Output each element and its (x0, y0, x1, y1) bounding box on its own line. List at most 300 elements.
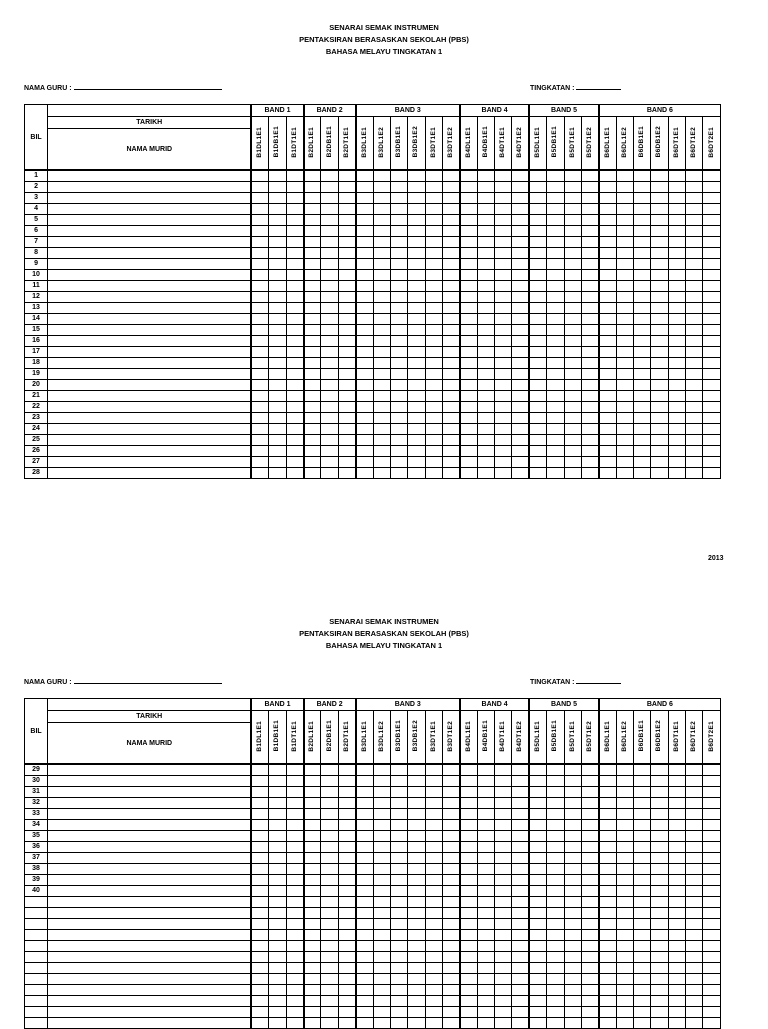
check-cell[interactable] (599, 457, 616, 468)
check-cell[interactable] (442, 820, 459, 831)
check-cell[interactable] (668, 776, 685, 787)
check-cell[interactable] (599, 820, 616, 831)
check-cell[interactable] (581, 325, 598, 336)
check-cell[interactable] (703, 281, 721, 292)
check-cell[interactable] (547, 237, 564, 248)
check-cell[interactable] (460, 798, 477, 809)
check-cell[interactable] (460, 897, 477, 908)
check-cell[interactable] (529, 941, 546, 952)
check-cell[interactable] (564, 985, 581, 996)
check-cell[interactable] (425, 985, 442, 996)
check-cell[interactable] (633, 347, 650, 358)
check-cell[interactable] (442, 336, 459, 347)
check-cell[interactable] (390, 787, 407, 798)
check-cell[interactable] (356, 1018, 373, 1029)
check-cell[interactable] (425, 764, 442, 776)
check-cell[interactable] (338, 831, 355, 842)
check-cell[interactable] (338, 446, 355, 457)
check-cell[interactable] (703, 215, 721, 226)
check-cell[interactable] (269, 820, 286, 831)
check-cell[interactable] (529, 985, 546, 996)
check-cell[interactable] (390, 281, 407, 292)
check-cell[interactable] (703, 347, 721, 358)
check-cell[interactable] (408, 886, 425, 897)
check-cell[interactable] (269, 996, 286, 1007)
check-cell[interactable] (321, 446, 338, 457)
check-cell[interactable] (686, 314, 703, 325)
check-cell[interactable] (668, 941, 685, 952)
check-cell[interactable] (633, 974, 650, 985)
check-cell[interactable] (251, 809, 268, 820)
check-cell[interactable] (633, 391, 650, 402)
check-cell[interactable] (495, 820, 512, 831)
check-cell[interactable] (356, 908, 373, 919)
check-cell[interactable] (460, 468, 477, 479)
check-cell[interactable] (304, 809, 321, 820)
check-cell[interactable] (651, 215, 668, 226)
check-cell[interactable] (651, 391, 668, 402)
check-cell[interactable] (304, 336, 321, 347)
check-cell[interactable] (304, 996, 321, 1007)
check-cell[interactable] (442, 831, 459, 842)
check-cell[interactable] (408, 457, 425, 468)
check-cell[interactable] (599, 1018, 616, 1029)
check-cell[interactable] (442, 1018, 459, 1029)
check-cell[interactable] (564, 963, 581, 974)
check-cell[interactable] (512, 182, 529, 193)
check-cell[interactable] (425, 864, 442, 875)
check-cell[interactable] (564, 347, 581, 358)
check-cell[interactable] (251, 952, 268, 963)
check-cell[interactable] (668, 391, 685, 402)
check-cell[interactable] (495, 325, 512, 336)
check-cell[interactable] (338, 270, 355, 281)
check-cell[interactable] (651, 820, 668, 831)
check-cell[interactable] (651, 963, 668, 974)
check-cell[interactable] (251, 270, 268, 281)
check-cell[interactable] (686, 292, 703, 303)
check-cell[interactable] (408, 380, 425, 391)
check-cell[interactable] (338, 952, 355, 963)
check-cell[interactable] (251, 974, 268, 985)
check-cell[interactable] (442, 1007, 459, 1018)
check-cell[interactable] (512, 303, 529, 314)
check-cell[interactable] (686, 776, 703, 787)
check-cell[interactable] (477, 1018, 494, 1029)
check-cell[interactable] (425, 941, 442, 952)
check-cell[interactable] (547, 358, 564, 369)
check-cell[interactable] (408, 875, 425, 886)
check-cell[interactable] (495, 853, 512, 864)
student-name-cell[interactable] (48, 831, 252, 842)
check-cell[interactable] (564, 259, 581, 270)
check-cell[interactable] (338, 314, 355, 325)
check-cell[interactable] (338, 908, 355, 919)
check-cell[interactable] (321, 798, 338, 809)
check-cell[interactable] (564, 446, 581, 457)
check-cell[interactable] (442, 996, 459, 1007)
check-cell[interactable] (581, 963, 598, 974)
check-cell[interactable] (251, 996, 268, 1007)
check-cell[interactable] (304, 776, 321, 787)
check-cell[interactable] (581, 875, 598, 886)
check-cell[interactable] (442, 776, 459, 787)
check-cell[interactable] (495, 952, 512, 963)
check-cell[interactable] (581, 292, 598, 303)
check-cell[interactable] (373, 170, 390, 182)
check-cell[interactable] (425, 237, 442, 248)
check-cell[interactable] (495, 842, 512, 853)
check-cell[interactable] (512, 985, 529, 996)
check-cell[interactable] (529, 875, 546, 886)
check-cell[interactable] (651, 182, 668, 193)
check-cell[interactable] (633, 248, 650, 259)
check-cell[interactable] (599, 402, 616, 413)
check-cell[interactable] (321, 248, 338, 259)
check-cell[interactable] (373, 468, 390, 479)
student-name-cell[interactable] (48, 204, 252, 215)
check-cell[interactable] (251, 215, 268, 226)
check-cell[interactable] (668, 380, 685, 391)
check-cell[interactable] (651, 919, 668, 930)
check-cell[interactable] (269, 1007, 286, 1018)
student-name-cell[interactable] (48, 413, 252, 424)
check-cell[interactable] (251, 764, 268, 776)
check-cell[interactable] (338, 764, 355, 776)
check-cell[interactable] (547, 226, 564, 237)
check-cell[interactable] (581, 314, 598, 325)
check-cell[interactable] (668, 930, 685, 941)
check-cell[interactable] (616, 182, 633, 193)
check-cell[interactable] (338, 325, 355, 336)
check-cell[interactable] (564, 974, 581, 985)
check-cell[interactable] (529, 182, 546, 193)
student-name-cell[interactable] (48, 248, 252, 259)
check-cell[interactable] (442, 875, 459, 886)
check-cell[interactable] (529, 424, 546, 435)
check-cell[interactable] (390, 457, 407, 468)
check-cell[interactable] (338, 842, 355, 853)
check-cell[interactable] (373, 1018, 390, 1029)
check-cell[interactable] (581, 391, 598, 402)
check-cell[interactable] (442, 985, 459, 996)
check-cell[interactable] (460, 270, 477, 281)
check-cell[interactable] (338, 787, 355, 798)
check-cell[interactable] (703, 380, 721, 391)
check-cell[interactable] (668, 435, 685, 446)
check-cell[interactable] (495, 424, 512, 435)
check-cell[interactable] (564, 358, 581, 369)
check-cell[interactable] (390, 248, 407, 259)
check-cell[interactable] (686, 952, 703, 963)
check-cell[interactable] (547, 424, 564, 435)
check-cell[interactable] (477, 314, 494, 325)
check-cell[interactable] (668, 358, 685, 369)
check-cell[interactable] (321, 358, 338, 369)
check-cell[interactable] (460, 347, 477, 358)
check-cell[interactable] (338, 292, 355, 303)
check-cell[interactable] (547, 985, 564, 996)
check-cell[interactable] (338, 281, 355, 292)
check-cell[interactable] (581, 358, 598, 369)
check-cell[interactable] (581, 248, 598, 259)
check-cell[interactable] (512, 930, 529, 941)
check-cell[interactable] (304, 842, 321, 853)
check-cell[interactable] (477, 435, 494, 446)
check-cell[interactable] (547, 798, 564, 809)
check-cell[interactable] (390, 908, 407, 919)
check-cell[interactable] (477, 963, 494, 974)
check-cell[interactable] (269, 182, 286, 193)
check-cell[interactable] (651, 952, 668, 963)
check-cell[interactable] (564, 325, 581, 336)
check-cell[interactable] (512, 908, 529, 919)
check-cell[interactable] (442, 182, 459, 193)
check-cell[interactable] (599, 314, 616, 325)
check-cell[interactable] (547, 842, 564, 853)
check-cell[interactable] (442, 270, 459, 281)
check-cell[interactable] (633, 292, 650, 303)
check-cell[interactable] (390, 435, 407, 446)
check-cell[interactable] (564, 919, 581, 930)
check-cell[interactable] (668, 787, 685, 798)
check-cell[interactable] (373, 325, 390, 336)
check-cell[interactable] (512, 402, 529, 413)
check-cell[interactable] (460, 259, 477, 270)
check-cell[interactable] (564, 820, 581, 831)
check-cell[interactable] (286, 215, 303, 226)
check-cell[interactable] (338, 864, 355, 875)
check-cell[interactable] (651, 842, 668, 853)
check-cell[interactable] (616, 809, 633, 820)
check-cell[interactable] (547, 270, 564, 281)
check-cell[interactable] (686, 446, 703, 457)
check-cell[interactable] (547, 776, 564, 787)
check-cell[interactable] (408, 919, 425, 930)
check-cell[interactable] (321, 468, 338, 479)
check-cell[interactable] (477, 468, 494, 479)
check-cell[interactable] (633, 435, 650, 446)
check-cell[interactable] (651, 424, 668, 435)
check-cell[interactable] (529, 820, 546, 831)
check-cell[interactable] (338, 369, 355, 380)
check-cell[interactable] (495, 215, 512, 226)
check-cell[interactable] (529, 435, 546, 446)
check-cell[interactable] (477, 798, 494, 809)
check-cell[interactable] (442, 930, 459, 941)
check-cell[interactable] (668, 270, 685, 281)
check-cell[interactable] (581, 380, 598, 391)
check-cell[interactable] (251, 798, 268, 809)
check-cell[interactable] (373, 413, 390, 424)
check-cell[interactable] (616, 193, 633, 204)
check-cell[interactable] (581, 402, 598, 413)
check-cell[interactable] (599, 413, 616, 424)
check-cell[interactable] (338, 457, 355, 468)
check-cell[interactable] (547, 193, 564, 204)
check-cell[interactable] (529, 952, 546, 963)
check-cell[interactable] (338, 204, 355, 215)
check-cell[interactable] (338, 996, 355, 1007)
check-cell[interactable] (547, 325, 564, 336)
check-cell[interactable] (425, 809, 442, 820)
check-cell[interactable] (599, 270, 616, 281)
check-cell[interactable] (442, 380, 459, 391)
check-cell[interactable] (390, 776, 407, 787)
check-cell[interactable] (304, 919, 321, 930)
check-cell[interactable] (477, 237, 494, 248)
check-cell[interactable] (529, 204, 546, 215)
check-cell[interactable] (529, 347, 546, 358)
check-cell[interactable] (512, 831, 529, 842)
check-cell[interactable] (304, 226, 321, 237)
check-cell[interactable] (616, 314, 633, 325)
check-cell[interactable] (564, 170, 581, 182)
check-cell[interactable] (251, 204, 268, 215)
check-cell[interactable] (686, 193, 703, 204)
check-cell[interactable] (269, 764, 286, 776)
check-cell[interactable] (581, 809, 598, 820)
check-cell[interactable] (338, 237, 355, 248)
check-cell[interactable] (408, 402, 425, 413)
check-cell[interactable] (547, 314, 564, 325)
check-cell[interactable] (286, 182, 303, 193)
check-cell[interactable] (321, 237, 338, 248)
student-name-cell[interactable] (48, 941, 252, 952)
check-cell[interactable] (338, 259, 355, 270)
check-cell[interactable] (304, 886, 321, 897)
check-cell[interactable] (581, 215, 598, 226)
check-cell[interactable] (390, 875, 407, 886)
check-cell[interactable] (425, 259, 442, 270)
check-cell[interactable] (251, 237, 268, 248)
student-name-cell[interactable] (48, 963, 252, 974)
check-cell[interactable] (477, 446, 494, 457)
check-cell[interactable] (668, 985, 685, 996)
check-cell[interactable] (373, 941, 390, 952)
check-cell[interactable] (251, 468, 268, 479)
check-cell[interactable] (529, 314, 546, 325)
check-cell[interactable] (321, 204, 338, 215)
check-cell[interactable] (408, 1018, 425, 1029)
student-name-cell[interactable] (48, 853, 252, 864)
check-cell[interactable] (269, 908, 286, 919)
check-cell[interactable] (286, 875, 303, 886)
check-cell[interactable] (599, 292, 616, 303)
check-cell[interactable] (408, 930, 425, 941)
check-cell[interactable] (477, 886, 494, 897)
check-cell[interactable] (668, 820, 685, 831)
check-cell[interactable] (321, 303, 338, 314)
check-cell[interactable] (373, 369, 390, 380)
check-cell[interactable] (356, 325, 373, 336)
check-cell[interactable] (321, 170, 338, 182)
check-cell[interactable] (581, 919, 598, 930)
check-cell[interactable] (304, 764, 321, 776)
check-cell[interactable] (460, 919, 477, 930)
check-cell[interactable] (356, 842, 373, 853)
check-cell[interactable] (390, 303, 407, 314)
check-cell[interactable] (599, 1007, 616, 1018)
check-cell[interactable] (321, 391, 338, 402)
check-cell[interactable] (651, 941, 668, 952)
check-cell[interactable] (651, 193, 668, 204)
check-cell[interactable] (251, 776, 268, 787)
check-cell[interactable] (408, 314, 425, 325)
check-cell[interactable] (304, 930, 321, 941)
check-cell[interactable] (442, 369, 459, 380)
check-cell[interactable] (495, 182, 512, 193)
check-cell[interactable] (286, 974, 303, 985)
check-cell[interactable] (686, 358, 703, 369)
check-cell[interactable] (547, 930, 564, 941)
check-cell[interactable] (581, 996, 598, 1007)
check-cell[interactable] (269, 325, 286, 336)
check-cell[interactable] (651, 259, 668, 270)
check-cell[interactable] (529, 259, 546, 270)
check-cell[interactable] (703, 325, 721, 336)
check-cell[interactable] (477, 413, 494, 424)
student-name-cell[interactable] (48, 446, 252, 457)
check-cell[interactable] (338, 930, 355, 941)
check-cell[interactable] (616, 281, 633, 292)
check-cell[interactable] (703, 358, 721, 369)
check-cell[interactable] (425, 314, 442, 325)
check-cell[interactable] (408, 435, 425, 446)
check-cell[interactable] (442, 391, 459, 402)
check-cell[interactable] (390, 886, 407, 897)
check-cell[interactable] (356, 292, 373, 303)
check-cell[interactable] (547, 281, 564, 292)
check-cell[interactable] (616, 886, 633, 897)
check-cell[interactable] (373, 314, 390, 325)
check-cell[interactable] (425, 1007, 442, 1018)
check-cell[interactable] (321, 963, 338, 974)
check-cell[interactable] (581, 237, 598, 248)
check-cell[interactable] (408, 270, 425, 281)
check-cell[interactable] (408, 468, 425, 479)
check-cell[interactable] (651, 908, 668, 919)
check-cell[interactable] (442, 347, 459, 358)
check-cell[interactable] (529, 974, 546, 985)
check-cell[interactable] (633, 919, 650, 930)
check-cell[interactable] (547, 952, 564, 963)
check-cell[interactable] (304, 347, 321, 358)
student-name-cell[interactable] (48, 457, 252, 468)
check-cell[interactable] (338, 776, 355, 787)
check-cell[interactable] (616, 270, 633, 281)
check-cell[interactable] (373, 270, 390, 281)
check-cell[interactable] (703, 820, 721, 831)
check-cell[interactable] (321, 336, 338, 347)
check-cell[interactable] (269, 919, 286, 930)
check-cell[interactable] (547, 413, 564, 424)
check-cell[interactable] (495, 875, 512, 886)
check-cell[interactable] (460, 435, 477, 446)
check-cell[interactable] (460, 193, 477, 204)
check-cell[interactable] (321, 842, 338, 853)
check-cell[interactable] (321, 1018, 338, 1029)
check-cell[interactable] (616, 831, 633, 842)
check-cell[interactable] (373, 193, 390, 204)
check-cell[interactable] (373, 446, 390, 457)
check-cell[interactable] (686, 820, 703, 831)
student-name-cell[interactable] (48, 897, 252, 908)
student-name-cell[interactable] (48, 764, 252, 776)
student-name-cell[interactable] (48, 919, 252, 930)
check-cell[interactable] (460, 204, 477, 215)
check-cell[interactable] (529, 380, 546, 391)
